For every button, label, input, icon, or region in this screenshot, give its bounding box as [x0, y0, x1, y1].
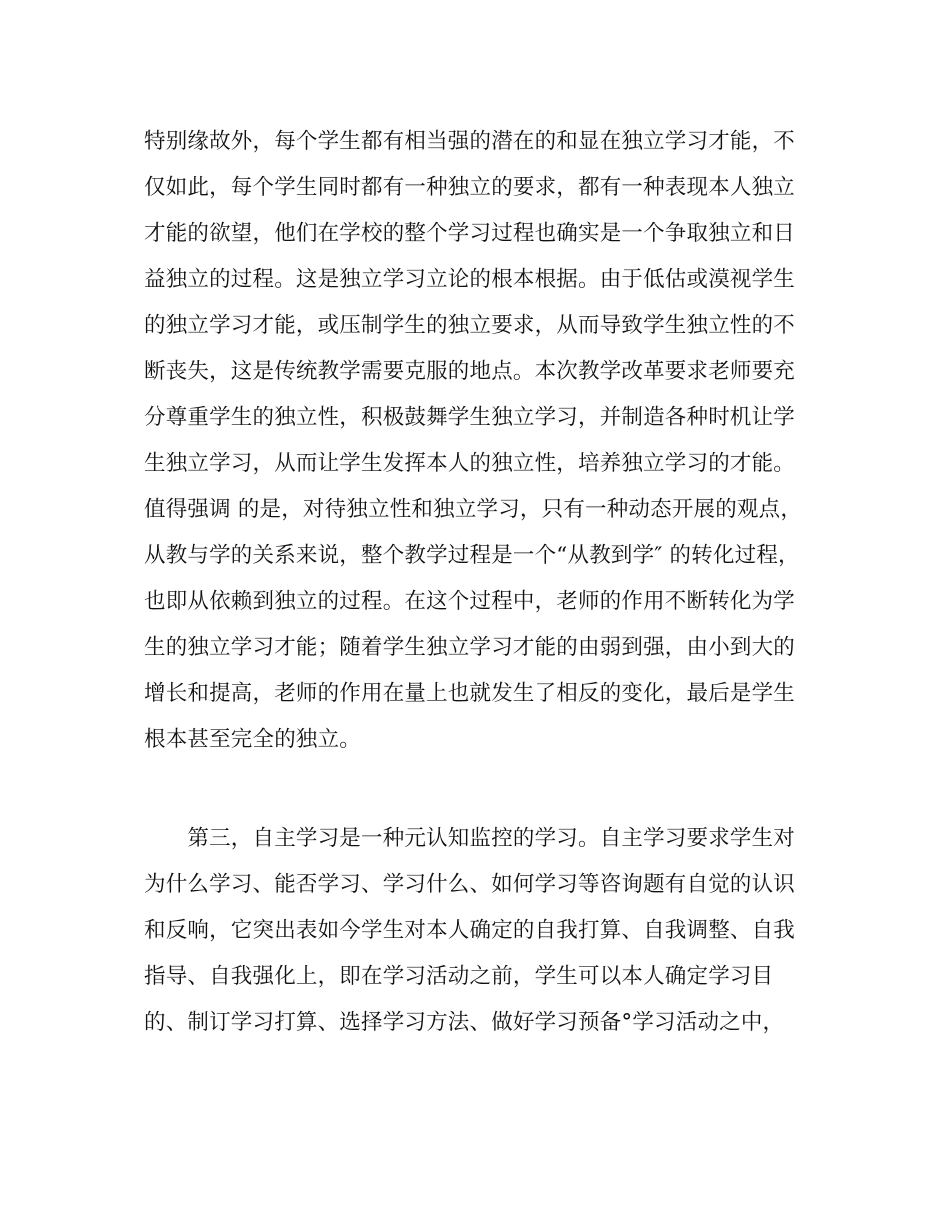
- paragraph-1-line-12: 生的独立学习才能；随着学生独立学习才能的由弱到强，由小到大的: [144, 635, 796, 660]
- paragraph-2-line-1: 第三，自主学习是一种元认知监控的学习。自主学习要求学生对: [144, 826, 796, 851]
- paragraph-1-line-1: 特别缘故外，每个学生都有相当强的潜在的和显在独立学习才能，不: [144, 129, 796, 154]
- paragraph-1-line-4: 益独立的过程。这是独立学习立论的根本根据。由于低估或漠视学生: [144, 267, 796, 292]
- paragraph-1-line-5: 的独立学习才能，或压制学生的独立要求，从而导致学生独立性的不: [144, 313, 796, 338]
- paragraph-2-line-4: 指导、自我强化上，即在学习活动之前，学生可以本人确定学习目: [144, 964, 774, 989]
- paragraph-2-line-3: 和反响，它突出表如今学生对本人确定的自我打算、自我调整、自我: [144, 918, 796, 943]
- paragraph-2-line-2: 为什么学习、能否学习、学习什么、如何学习等咨询题有自觉的认识: [144, 872, 796, 897]
- paragraph-1-line-10: 从教与学的关系来说，整个教学过程是一个“从教到学″ 的转化过程，: [144, 543, 800, 568]
- paragraph-1-line-9: 值得强调 的是，对待独立性和独立学习，只有一种动态开展的观点，: [144, 497, 803, 522]
- paragraph-1-line-6: 断丧失，这是传统教学需要克服的地点。本次教学改革要求老师要充: [144, 359, 796, 384]
- paragraph-1-line-13: 增长和提高，老师的作用在量上也就发生了相反的变化，最后是学生: [144, 681, 796, 706]
- paragraph-1-line-3: 才能的欲望，他们在学校的整个学习过程也确实是一个争取独立和日: [144, 221, 796, 246]
- paragraph-1-line-14: 根本甚至完全的独立。: [144, 727, 362, 752]
- paragraph-1-line-11: 也即从依赖到独立的过程。在这个过程中，老师的作用不断转化为学: [144, 589, 796, 614]
- paragraph-1-line-8: 生独立学习，从而让学生发挥本人的独立性，培养独立学习的才能。: [144, 451, 796, 476]
- paragraph-1-line-2: 仅如此，每个学生同时都有一种独立的要求，都有一种表现本人独立: [144, 175, 796, 200]
- paragraph-2-line-5: 的、制订学习打算、选择学习方法、做好学习预备°学习活动之中，: [144, 1010, 785, 1035]
- paragraph-1-line-7: 分尊重学生的独立性，积极鼓舞学生独立学习，并制造各种时机让学: [144, 405, 796, 430]
